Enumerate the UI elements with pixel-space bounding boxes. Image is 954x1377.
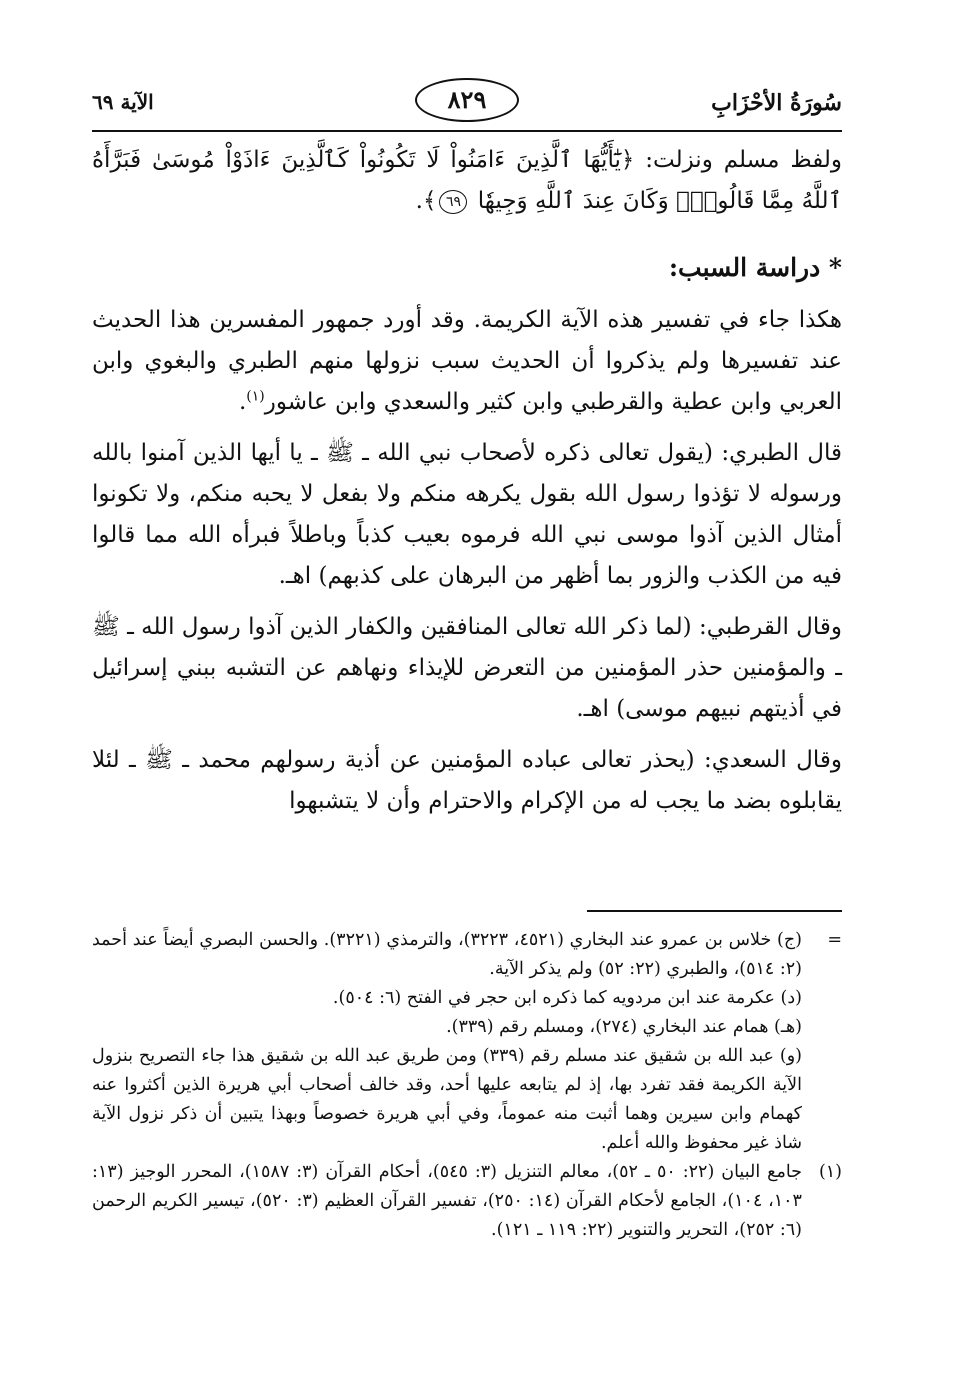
footnote-text: (و) عبد الله بن شقيق عند مسلم رقم (٣٣٩) ومن طريق عبد الله بن شقيق هذا جاء التصريح بنزول الآية الكريمة فقد تفرد بها، إذ لم يتابعه عليها أحد، وقد خالف أصحاب أبي هريرة الذين أكثروا عنه كهمام وابن سيرين وهما أثبت منه عموماً، وفي أبي هريرة خصوصاً وبهذا يتبين أن ذكر نزول الآية شاذ غير محفوظ والله أعلم. bbox=[92, 1046, 802, 1153]
intro-prefix: ولفظ مسلم ونزلت: bbox=[634, 147, 842, 173]
quran-quote-paragraph bbox=[92, 140, 842, 222]
footnote-item bbox=[92, 1042, 842, 1158]
paragraph-1-end: . bbox=[238, 389, 247, 415]
section-title: * دراسة السبب: bbox=[668, 253, 842, 282]
footnote-mark bbox=[802, 1013, 842, 1042]
footnote-ref-1: (١) bbox=[246, 388, 265, 405]
footnote-item bbox=[92, 1013, 842, 1042]
footnote-mark bbox=[802, 1042, 842, 1158]
main-text bbox=[92, 140, 842, 822]
footnote-mark: (١) bbox=[818, 1162, 842, 1182]
footnote-item bbox=[92, 984, 842, 1013]
verse-number-marker: ٦٩ bbox=[439, 190, 467, 214]
footnote-text: (د) عكرمة عند ابن مردويه كما ذكره ابن حجر في الفتح (٦: ٥٠٤). bbox=[332, 988, 802, 1008]
surah-title: سُورَةُ الأحْزَابِ bbox=[711, 90, 842, 116]
header-rule bbox=[92, 130, 842, 132]
ayah-reference: الآية ٦٩ bbox=[92, 90, 154, 114]
verse-end: ﴾. bbox=[415, 188, 437, 214]
page-header bbox=[92, 78, 842, 122]
paragraph-tabari: قال الطبري: (يقول تعالى ذكره لأصحاب نبي الله ـ ﷺ ـ يا أيها الذين آمنوا بالله ورسوله لا تؤذوا رسول الله بقول يكرهه منكم ولا بفعل لا يحبه منكم، ولا تكونوا أمثال الذين آذوا موسى نبي الله فرموه بعيب كذباً وباطلاً فبرأه الله مما قالوا فيه من الكذب والزور بما أظهر من البرهان على كذبهم) اهـ. bbox=[92, 440, 842, 589]
quran-verse: ﴿يَٰٓأَيُّهَا ٱلَّذِينَ ءَامَنُواْ لَا تَكُونُواْ كَٱلَّذِينَ ءَاذَوْاْ مُوسَىٰ فَبَرَّأَهُ ٱللَّهُ مِمَّا قَالُواْۚ وَكَانَ عِندَ ٱللَّهِ وَجِيهٗا bbox=[92, 147, 842, 214]
footnote-mark bbox=[802, 984, 842, 1013]
paragraph-1 bbox=[92, 300, 842, 423]
paragraph-1-text: هكذا جاء في تفسير هذه الآية الكريمة. وقد أورد جمهور المفسرين هذا الحديث عند تفسيرها ولم يذكروا أن الحديث سبب نزولها منهم الطبري والبغوي وابن العربي وابن عطية والقرطبي وابن كثير والسعدي وابن عاشور bbox=[92, 307, 842, 415]
paragraph-qurtubi: وقال القرطبي: (لما ذكر الله تعالى المنافقين والكفار الذين آذوا رسول الله ـ ﷺ ـ والمؤمنين حذر المؤمنين من التعرض للإيذاء ونهاهم عن التشبه ببني إسرائيل في أذيتهم نبيهم موسى) اهـ. bbox=[92, 614, 842, 722]
footnote-mark: = bbox=[827, 930, 842, 950]
footnote-item bbox=[92, 1158, 842, 1245]
paragraph-saadi: وقال السعدي: (يحذر تعالى عباده المؤمنين عن أذية رسولهم محمد ـ ﷺ ـ لئلا يقابلوه بضد ما يجب له من الإكرام والاحترام وأن لا يتشبهوا bbox=[92, 747, 842, 814]
footnote-separator bbox=[587, 910, 842, 912]
page-number: ٨٢٩ bbox=[415, 78, 519, 122]
footnote-text: (ج) خلاس بن عمرو عند البخاري (٤٥٢١، ٣٢٢٣)، والترمذي (٣٢٢١). والحسن البصري أيضاً عند أحمد (٢: ٥١٤)، والطبري (٢٢: ٥٢) ولم يذكر الآية. bbox=[92, 930, 802, 979]
footnote-text: (هـ) همام عند البخاري (٢٧٤)، ومسلم رقم (٣٣٩). bbox=[446, 1017, 802, 1037]
footnote-text: جامع البيان (٢٢: ٥٠ ـ ٥٢)، معالم التنزيل (٣: ٥٤٥)، أحكام القرآن (٣: ١٥٨٧)، المحرر الوجيز (١٣: ١٠٣، ١٠٤)، الجامع لأحكام القرآن (١٤: ٢٥٠)، تفسير القرآن العظيم (٣: ٥٢٠)، تيسير الكريم الرحمن (٦: ٢٥٢)، التحرير والتنوير (٢٢: ١١٩ ـ ١٢١). bbox=[92, 1162, 802, 1240]
footnote-item bbox=[92, 926, 842, 984]
footnotes bbox=[92, 926, 842, 1245]
